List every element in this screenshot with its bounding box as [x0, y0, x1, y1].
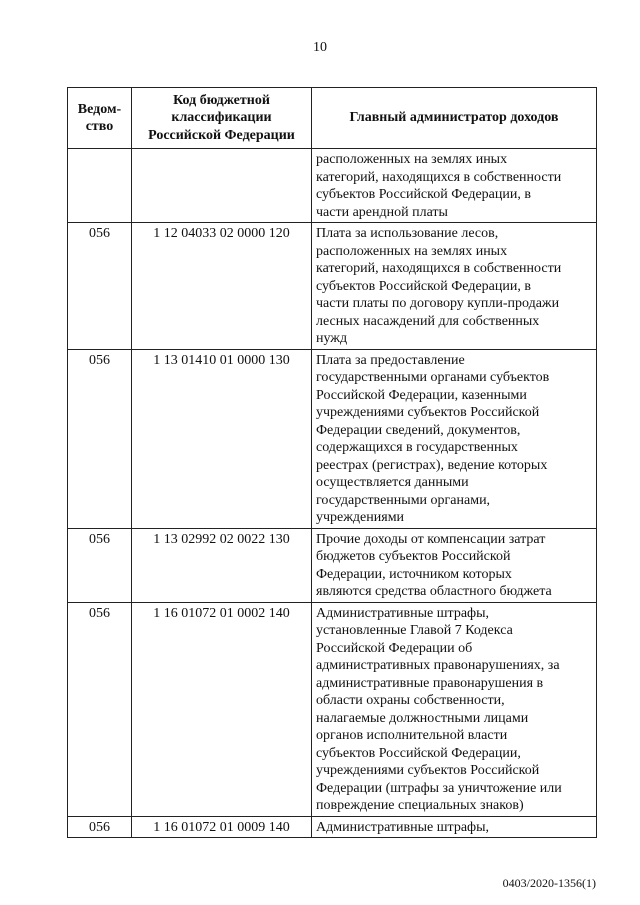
cell-code: [132, 149, 312, 223]
header-administrator: Главный администратор доходов: [312, 88, 597, 149]
document-footer-code: 0403/2020-1356(1): [502, 876, 596, 890]
cell-code: 1 16 01072 01 0002 140: [132, 602, 312, 816]
table-row: [68, 349, 597, 528]
table-row: [68, 602, 597, 816]
table-row: [68, 816, 597, 838]
table-row: [68, 149, 597, 223]
cell-department: 056: [68, 816, 132, 838]
table-row: [68, 223, 597, 350]
table-row: [68, 528, 597, 602]
page-number: 10: [313, 40, 327, 55]
cell-code: 1 16 01072 01 0009 140: [132, 816, 312, 838]
cell-department: 056: [68, 349, 132, 528]
cell-code: 1 12 04033 02 0000 120: [132, 223, 312, 350]
cell-department: 056: [68, 223, 132, 350]
cell-department: [68, 149, 132, 223]
cell-code: 1 13 01410 01 0000 130: [132, 349, 312, 528]
cell-department: 056: [68, 602, 132, 816]
cell-name: Административные штрафы, установленные Главой 7 Кодекса Российской Федерации об административных правонарушениях, за административные правонарушения в области охраны собственности, налагаемые должностными лицами органов исполнительной власти субъектов Российской Федерации, учреждениями субъектов Российской Федерации (штрафы за уничтожение или повреждение специальных знаков): [312, 602, 597, 816]
cell-name: Плата за использование лесов, расположенных на землях иных категорий, находящихся в собственности субъектов Российской Федерации, в части платы по договору купли-продажи лесных насаждений для собственных нужд: [312, 223, 597, 350]
header-budget-code: Код бюджетной классификации Российской Федерации: [132, 88, 312, 149]
cell-name: Прочие доходы от компенсации затрат бюджетов субъектов Российской Федерации, источником которых являются средства областного бюджета: [312, 528, 597, 602]
table-header-row: [68, 88, 597, 149]
cell-name: Административные штрафы,: [312, 816, 597, 838]
budget-table: [67, 87, 597, 838]
cell-name: расположенных на землях иных категорий, находящихся в собственности субъектов Российской Федерации, в части арендной платы: [312, 149, 597, 223]
header-department: Ведом- ство: [68, 88, 132, 149]
cell-department: 056: [68, 528, 132, 602]
cell-code: 1 13 02992 02 0022 130: [132, 528, 312, 602]
cell-name: Плата за предоставление государственными органами субъектов Российской Федерации, казенными учреждениями субъектов Российской Федерации сведений, документов, содержащихся в государственных реестрах (регистрах), ведение которых осуществляется данными государственными органами, учреждениями: [312, 349, 597, 528]
